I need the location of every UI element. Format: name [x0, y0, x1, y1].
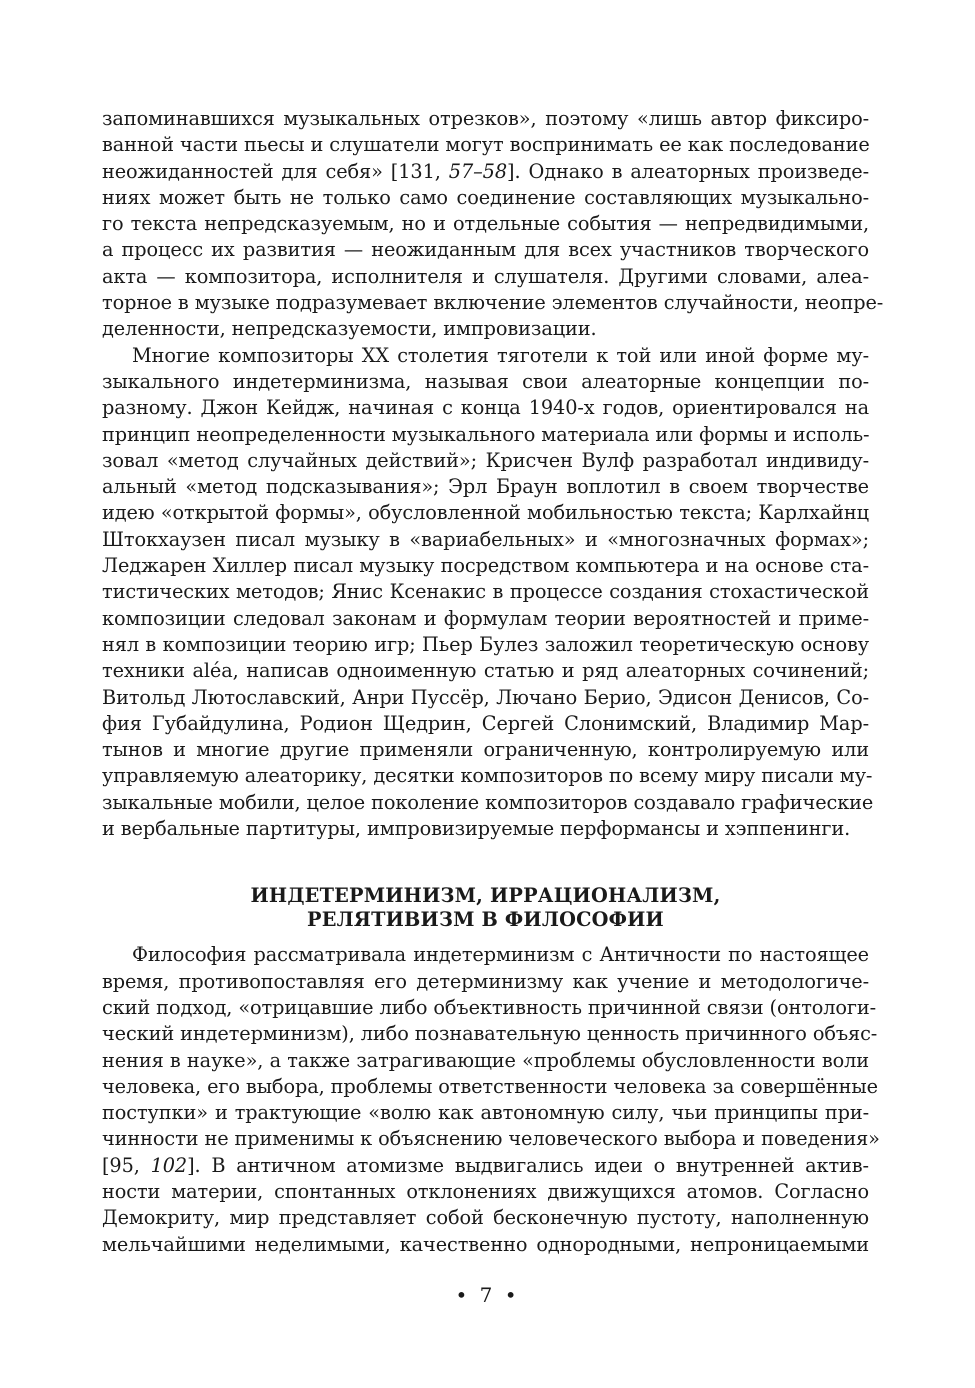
text-line: [95, 102]. В античном атомизме выдвигались идеи о внутренней актив- — [102, 1153, 869, 1177]
text-line: нял в композиции теорию игр; Пьер Булез заложил теоретическую основу — [102, 632, 869, 656]
text-line: Демокриту, мир представляет собой бесконечную пустоту, наполненную — [102, 1206, 869, 1230]
text-line: фия Губайдулина, Родион Щедрин, Сергей Слонимский, Владимир Мар- — [102, 711, 869, 735]
text-line: го текста непредсказуемым, но и отдельные события — непредвидимыми, — [102, 212, 869, 236]
text-line: мельчайшими неделимыми, качественно однородными, непроницаемыми — [102, 1232, 869, 1256]
text-line: зыкальные мобили, целое поколение композиторов создавало графические — [102, 790, 874, 814]
text-line: акта — композитора, исполнителя и слушателя. Другими словами, алеа- — [102, 264, 869, 288]
text-line: ниях может быть не только само соединение составляющих музыкально- — [102, 185, 869, 209]
paragraph-3 — [102, 942, 880, 1258]
page-number: • 7 • — [455, 1283, 520, 1307]
text-line: неожиданностей для себя» [131, 57–58]. Однако в алеаторных произведе- — [102, 159, 869, 183]
text-line: управляемую алеаторику, десятки композиторов по всему миру писали му- — [102, 764, 873, 788]
section-heading — [102, 884, 869, 932]
text-line: Штокхаузен писал музыку в «вариабельных» и «многозначных формах»; — [102, 527, 869, 551]
text-line: ности материи, спонтанных отклонениях движущихся атомов. Согласно — [102, 1179, 869, 1203]
text-line: ванной части пьесы и слушатели могут воспринимать ее как последование — [102, 133, 870, 157]
text-line: разному. Джон Кейдж, начиная с конца 1940-х годов, ориентировался на — [102, 396, 869, 420]
text-line: Витольд Лютославский, Анри Пуссёр, Лючано Берио, Эдисон Денисов, Со- — [102, 685, 869, 709]
text-line: ческий индетерминизм), либо познавательную ценность причинного объяс- — [102, 1022, 878, 1046]
text-line: композиции следовал законам и формулам теории вероятностей и приме- — [102, 606, 869, 630]
text-line: поступки» и трактующие «волю как автономную силу, чьи принципы при- — [102, 1101, 869, 1125]
spacer — [102, 932, 869, 942]
text-line: техники aléa, написав одноименную статью и ряд алеаторных сочинений; — [102, 659, 869, 683]
text-line: ский подход, «отрицавшие либо объективность причинной связи (онтологи- — [102, 995, 877, 1019]
text-line: Философия рассматривала индетерминизм с Античности по настоящее — [132, 943, 869, 967]
text-line: тистических методов; Янис Ксенакис в процессе создания стохастической — [102, 580, 869, 604]
text-line: чинности не применимы к объяснению человеческого выбора и поведения» — [102, 1127, 880, 1151]
text-line: деленности, непредсказуемости, импровизации. — [102, 317, 597, 341]
page-body — [102, 106, 884, 1258]
paragraph-2 — [102, 343, 874, 843]
text-line: тынов и многие другие применяли ограниченную, контролируемую или — [102, 738, 869, 762]
text-line: время, противопоставляя его детерминизму как учение и методологиче- — [102, 969, 869, 993]
text-line: зовал «метод случайных действий»; Крисчен Вулф разработал индивиду- — [102, 448, 869, 472]
text-line: нения в науке», а также затрагивающие «проблемы обусловленности воли — [102, 1048, 869, 1072]
text-line: Леджарен Хиллер писал музыку посредством компьютера и на основе ста- — [102, 554, 869, 578]
text-line: зыкального индетерминизма, называя свои алеаторные концепции по- — [102, 369, 869, 393]
text-line: и вербальные партитуры, импровизируемые перформансы и хэппенинги. — [102, 817, 851, 841]
text-line: запоминавшихся музыкальных отрезков», поэтому «лишь автор фиксиро- — [102, 107, 869, 130]
section-heading-line-2: РЕЛЯТИВИЗМ В ФИЛОСОФИИ — [307, 908, 664, 932]
text-line: принцип неопределенности музыкального материала или формы и исполь- — [102, 422, 870, 446]
text-line: а процесс их развития — неожиданным для всех участников творческого — [102, 238, 869, 262]
text-line: человека, его выбора, проблемы ответственности человека за совершённые — [102, 1074, 878, 1098]
text-line: Многие композиторы XX столетия тяготели к той или иной форме му- — [132, 343, 869, 367]
text-line: торное в музыке подразумевает включение элементов случайности, неопре- — [102, 291, 884, 315]
section-heading-line-1: ИНДЕТЕРМИНИЗМ, ИРРАЦИОНАЛИЗМ, — [250, 884, 721, 908]
paragraph-1 — [102, 106, 884, 343]
text-line: альный «метод подсказывания»; Эрл Браун воплотил в своем творчестве — [102, 475, 869, 499]
text-line: идею «открытой формы», обусловленной мобильностью текста; Карлхайнц — [102, 501, 869, 525]
